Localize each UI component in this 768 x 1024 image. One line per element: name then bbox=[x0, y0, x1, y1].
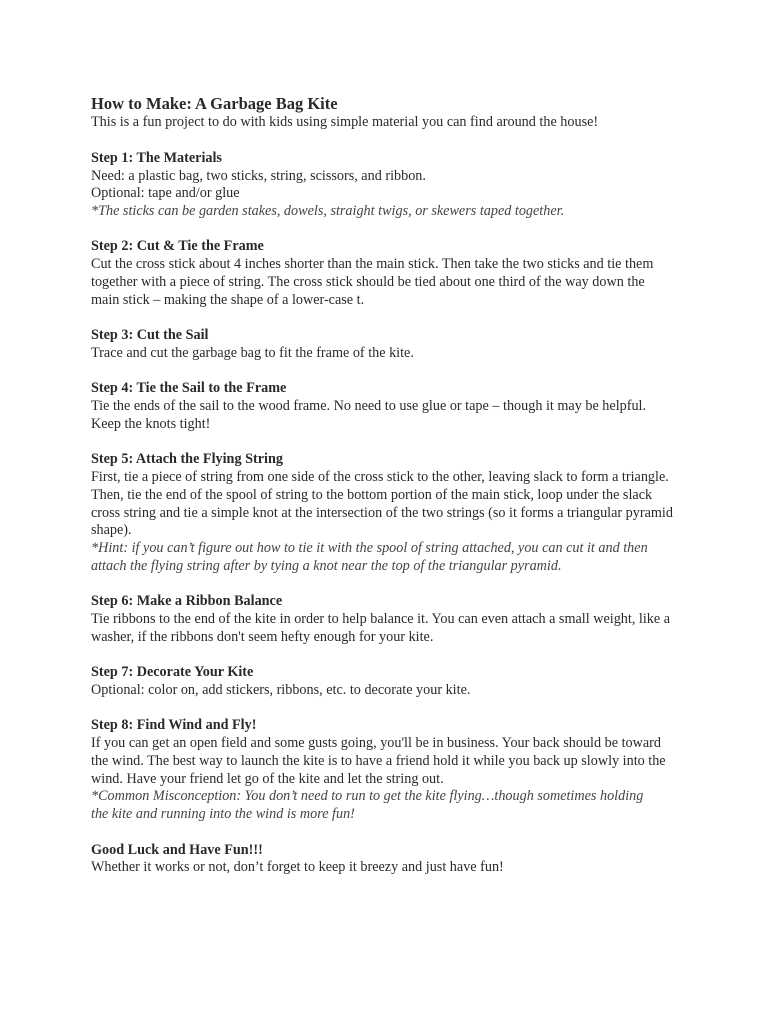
step-5-heading: Step 5: Attach the Flying String bbox=[91, 451, 283, 468]
step-6-body: Tie ribbons to the end of the kite in order to help balance it. You can even attach a small weight, like a washer, if the ribbons don't seem hefty enough for your kite. bbox=[91, 611, 671, 645]
step-8-heading: Step 8: Find Wind and Fly! bbox=[91, 717, 257, 734]
step-1-section bbox=[91, 150, 691, 221]
step-1-materials-line: Need: a plastic bag, two sticks, string, scissors, and ribbon. bbox=[91, 167, 426, 184]
step-7-body: Optional: color on, add stickers, ribbons, etc. to decorate your kite. bbox=[91, 681, 471, 698]
step-6-heading: Step 6: Make a Ribbon Balance bbox=[91, 593, 283, 610]
closing-heading: Good Luck and Have Fun!!! bbox=[91, 841, 263, 858]
closing-body: Whether it works or not, don’t forget to keep it breezy and just have fun! bbox=[91, 859, 504, 876]
step-5-note: *Hint: if you can’t figure out how to tie it with the spool of string attached, you can cut it and then attach the flying string after by tying a knot near the top of the triangular pyramid. bbox=[91, 540, 648, 574]
step-2-body: Cut the cross stick about 4 inches shorter than the main stick. Then take the two sticks and tie them together with a piece of string. The cross stick should be tied about one third of the way down the main stick – making the shape of a lower-case t. bbox=[91, 256, 654, 308]
step-1-optional-line: Optional: tape and/or glue bbox=[91, 185, 240, 202]
intro-text: This is a fun project to do with kids using simple material you can find around the house! bbox=[91, 114, 599, 130]
step-2-heading: Step 2: Cut & Tie the Frame bbox=[91, 238, 264, 255]
step-3-heading: Step 3: Cut the Sail bbox=[91, 327, 209, 344]
step-3-body: Trace and cut the garbage bag to fit the frame of the kite. bbox=[91, 344, 414, 361]
step-6-section bbox=[91, 593, 691, 646]
step-8-note: *Common Misconception: You don’t need to run to get the kite flying…though sometimes holding the kite and running into the wind is more fun! bbox=[91, 788, 644, 823]
step-1-heading: Step 1: The Materials bbox=[91, 149, 222, 166]
step-7-section bbox=[91, 664, 691, 700]
step-5-section bbox=[91, 451, 691, 576]
step-8-body: If you can get an open field and some gusts going, you'll be in business. Your back should be toward the wind. The best way to launch the kite is to have a friend hold it while you back up slowly into the wind. Have your friend let go of the kite and let the string out. bbox=[91, 735, 666, 787]
step-4-body: Tie the ends of the sail to the wood frame. No need to use glue or tape – though it may be helpful. Keep the knots tight! bbox=[91, 398, 647, 432]
step-3-section bbox=[91, 327, 691, 363]
document-page bbox=[91, 94, 691, 895]
step-4-heading: Step 4: Tie the Sail to the Frame bbox=[91, 380, 287, 397]
closing-section bbox=[91, 842, 691, 878]
step-5-body: First, tie a piece of string from one side of the cross stick to the other, leaving slack to form a triangle. Then, tie the end of the spool of string to the bottom portion of the main stick, loop under the slack cross string and tie a simple knot at the intersection of the two strings (so it forms a triangular pyramid shape). bbox=[91, 468, 673, 539]
document-title: How to Make: A Garbage Bag Kite bbox=[91, 94, 338, 113]
step-8-section bbox=[91, 717, 691, 824]
step-4-section bbox=[91, 380, 691, 433]
step-1-note: *The sticks can be garden stakes, dowels, straight twigs, or skewers taped together. bbox=[91, 203, 565, 220]
step-7-heading: Step 7: Decorate Your Kite bbox=[91, 664, 254, 681]
step-2-section bbox=[91, 238, 691, 309]
